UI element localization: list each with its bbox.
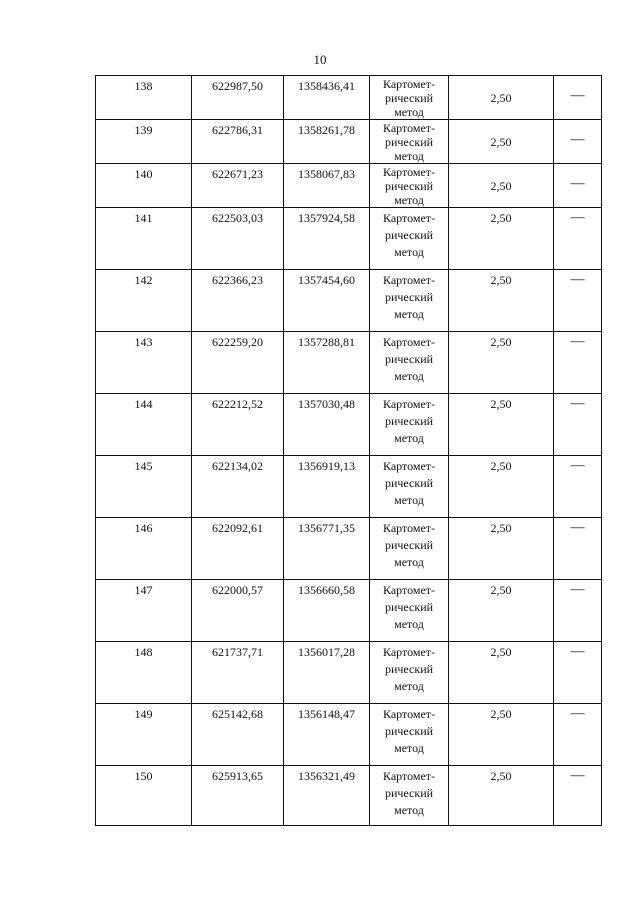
method-line: рический	[384, 662, 434, 676]
method-text	[370, 76, 448, 119]
point-number-cell-text: 144	[134, 397, 153, 411]
method-line: Картомет-	[382, 645, 436, 659]
extra-cell-text: —	[570, 210, 585, 225]
y-coordinate-cell	[284, 704, 370, 766]
method-text	[370, 394, 448, 447]
extra-cell	[554, 394, 602, 456]
accuracy-cell-text: 2,50	[490, 521, 512, 535]
x-coordinate-cell-text: 622212,52	[212, 397, 263, 411]
y-coordinate-cell-text: 1356148,47	[298, 707, 355, 721]
method-cell	[370, 518, 449, 580]
extra-cell	[554, 76, 602, 120]
accuracy-cell-text: 2,50	[490, 459, 512, 473]
method-text	[370, 332, 448, 385]
method-line: метод	[394, 245, 424, 259]
x-coordinate-cell-text: 622000,57	[212, 583, 263, 597]
point-number-cell-text: 147	[134, 583, 153, 597]
method-line: Картомет-	[382, 397, 436, 411]
method-line: Картомет-	[382, 521, 436, 535]
method-line: Картомет-	[382, 121, 436, 135]
extra-cell	[554, 456, 602, 518]
extra-cell	[554, 518, 602, 580]
y-coordinate-cell	[284, 270, 370, 332]
method-line: рический	[384, 135, 434, 149]
y-coordinate-cell-text: 1356321,49	[298, 769, 355, 783]
method-line: рический	[384, 476, 434, 490]
accuracy-cell	[449, 580, 554, 642]
method-text	[370, 208, 448, 261]
point-number-cell	[96, 208, 192, 270]
extra-cell	[554, 642, 602, 704]
table-row	[96, 704, 602, 766]
y-coordinate-cell	[284, 332, 370, 394]
y-coordinate-cell	[284, 164, 370, 208]
extra-cell-text: —	[570, 88, 585, 103]
table-row	[96, 642, 602, 704]
method-text	[370, 642, 448, 695]
x-coordinate-cell	[192, 332, 284, 394]
extra-cell	[554, 120, 602, 164]
method-line: метод	[394, 105, 424, 119]
accuracy-cell-text: 2,50	[490, 707, 512, 721]
extra-cell-text: —	[570, 582, 585, 597]
accuracy-cell-text: 2,50	[490, 583, 512, 597]
method-cell	[370, 76, 449, 120]
method-text	[370, 766, 448, 819]
extra-cell-text: —	[570, 396, 585, 411]
table-row	[96, 580, 602, 642]
y-coordinate-cell-text: 1356919,13	[298, 459, 355, 473]
method-text	[370, 518, 448, 571]
method-line: рический	[384, 600, 434, 614]
extra-cell-text: —	[570, 520, 585, 535]
accuracy-cell	[449, 208, 554, 270]
accuracy-cell-text: 2,50	[490, 211, 512, 225]
accuracy-cell-text: 2,50	[490, 645, 512, 659]
method-line: метод	[394, 193, 424, 207]
extra-cell-text: —	[570, 132, 585, 147]
y-coordinate-cell-text: 1357288,81	[298, 335, 355, 349]
x-coordinate-cell	[192, 704, 284, 766]
coordinates-table-body	[96, 76, 602, 826]
table-row	[96, 332, 602, 394]
method-line: метод	[394, 555, 424, 569]
extra-cell	[554, 270, 602, 332]
extra-cell-text: —	[570, 706, 585, 721]
accuracy-cell	[449, 332, 554, 394]
extra-cell	[554, 164, 602, 208]
method-line: метод	[394, 679, 424, 693]
method-line: метод	[394, 741, 424, 755]
x-coordinate-cell	[192, 76, 284, 120]
accuracy-cell	[449, 394, 554, 456]
method-text	[370, 456, 448, 509]
extra-cell	[554, 580, 602, 642]
accuracy-cell-text: 2,50	[490, 769, 512, 783]
x-coordinate-cell-text: 622259,20	[212, 335, 263, 349]
table-row	[96, 518, 602, 580]
y-coordinate-cell-text: 1358261,78	[298, 123, 355, 137]
table-row	[96, 394, 602, 456]
method-text	[370, 120, 448, 163]
method-line: Картомет-	[382, 583, 436, 597]
x-coordinate-cell	[192, 120, 284, 164]
coordinates-table	[95, 75, 602, 826]
accuracy-cell	[449, 766, 554, 826]
accuracy-cell	[449, 642, 554, 704]
point-number-cell	[96, 580, 192, 642]
point-number-cell-text: 141	[134, 211, 153, 225]
method-cell	[370, 642, 449, 704]
x-coordinate-cell	[192, 766, 284, 826]
y-coordinate-cell	[284, 120, 370, 164]
method-cell	[370, 394, 449, 456]
method-cell	[370, 208, 449, 270]
point-number-cell	[96, 270, 192, 332]
x-coordinate-cell	[192, 642, 284, 704]
y-coordinate-cell	[284, 580, 370, 642]
point-number-cell-text: 150	[134, 769, 153, 783]
point-number-cell-text: 149	[134, 707, 153, 721]
method-line: Картомет-	[382, 77, 436, 91]
accuracy-cell-text: 2,50	[490, 135, 512, 149]
extra-cell-text: —	[570, 176, 585, 191]
x-coordinate-cell	[192, 580, 284, 642]
accuracy-cell	[449, 120, 554, 164]
x-coordinate-cell-text: 622503,03	[212, 211, 263, 225]
method-line: Картомет-	[382, 707, 436, 721]
accuracy-cell-text: 2,50	[490, 335, 512, 349]
extra-cell-text: —	[570, 272, 585, 287]
x-coordinate-cell-text: 621737,71	[212, 645, 263, 659]
method-cell	[370, 120, 449, 164]
accuracy-cell	[449, 518, 554, 580]
method-cell	[370, 766, 449, 826]
x-coordinate-cell	[192, 394, 284, 456]
extra-cell-text: —	[570, 768, 585, 783]
method-line: рический	[384, 786, 434, 800]
method-text	[370, 164, 448, 207]
x-coordinate-cell-text: 625913,65	[212, 769, 263, 783]
x-coordinate-cell-text: 622134,02	[212, 459, 263, 473]
y-coordinate-cell	[284, 208, 370, 270]
accuracy-cell-text: 2,50	[490, 273, 512, 287]
x-coordinate-cell-text: 622092,61	[212, 521, 263, 535]
y-coordinate-cell-text: 1357924,58	[298, 211, 355, 225]
y-coordinate-cell-text: 1356017,28	[298, 645, 355, 659]
method-line: Картомет-	[382, 459, 436, 473]
method-cell	[370, 332, 449, 394]
method-cell	[370, 164, 449, 208]
accuracy-cell-text: 2,50	[490, 91, 512, 105]
extra-cell	[554, 332, 602, 394]
x-coordinate-cell	[192, 518, 284, 580]
x-coordinate-cell	[192, 270, 284, 332]
point-number-cell	[96, 518, 192, 580]
table-row	[96, 76, 602, 120]
method-line: Картомет-	[382, 165, 436, 179]
extra-cell	[554, 766, 602, 826]
page-number: 10	[313, 52, 327, 67]
y-coordinate-cell	[284, 76, 370, 120]
x-coordinate-cell-text: 622366,23	[212, 273, 263, 287]
point-number-cell	[96, 642, 192, 704]
method-line: метод	[394, 493, 424, 507]
x-coordinate-cell-text: 622987,50	[212, 79, 263, 93]
point-number-cell	[96, 76, 192, 120]
y-coordinate-cell-text: 1358436,41	[298, 79, 355, 93]
method-line: Картомет-	[382, 211, 436, 225]
method-cell	[370, 456, 449, 518]
method-line: метод	[394, 803, 424, 817]
extra-cell-text: —	[570, 458, 585, 473]
y-coordinate-cell	[284, 394, 370, 456]
y-coordinate-cell	[284, 518, 370, 580]
y-coordinate-cell	[284, 642, 370, 704]
x-coordinate-cell	[192, 208, 284, 270]
accuracy-cell	[449, 164, 554, 208]
accuracy-cell	[449, 270, 554, 332]
method-line: Картомет-	[382, 335, 436, 349]
method-text	[370, 704, 448, 757]
extra-cell-text: —	[570, 334, 585, 349]
point-number-cell-text: 140	[134, 167, 153, 181]
y-coordinate-cell-text: 1356660,58	[298, 583, 355, 597]
method-line: Картомет-	[382, 273, 436, 287]
method-line: метод	[394, 617, 424, 631]
method-text	[370, 270, 448, 323]
point-number-cell	[96, 332, 192, 394]
point-number-cell-text: 143	[134, 335, 153, 349]
table-row	[96, 766, 602, 826]
point-number-cell-text: 146	[134, 521, 153, 535]
point-number-cell-text: 139	[134, 123, 153, 137]
method-line: рический	[384, 91, 434, 105]
method-line: рический	[384, 228, 434, 242]
point-number-cell	[96, 120, 192, 164]
x-coordinate-cell-text: 622786,31	[212, 123, 263, 137]
point-number-cell	[96, 164, 192, 208]
y-coordinate-cell-text: 1357454,60	[298, 273, 355, 287]
point-number-cell-text: 148	[134, 645, 153, 659]
extra-cell-text: —	[570, 644, 585, 659]
x-coordinate-cell	[192, 456, 284, 518]
point-number-cell-text: 145	[134, 459, 153, 473]
extra-cell	[554, 704, 602, 766]
table-row	[96, 456, 602, 518]
accuracy-cell-text: 2,50	[490, 179, 512, 193]
y-coordinate-cell	[284, 456, 370, 518]
method-line: рический	[384, 290, 434, 304]
method-line: рический	[384, 179, 434, 193]
table-row	[96, 208, 602, 270]
accuracy-cell	[449, 704, 554, 766]
method-line: метод	[394, 149, 424, 163]
point-number-cell	[96, 456, 192, 518]
accuracy-cell-text: 2,50	[490, 397, 512, 411]
x-coordinate-cell-text: 622671,23	[212, 167, 263, 181]
point-number-cell	[96, 704, 192, 766]
point-number-cell	[96, 766, 192, 826]
method-line: рический	[384, 724, 434, 738]
y-coordinate-cell-text: 1357030,48	[298, 397, 355, 411]
method-cell	[370, 704, 449, 766]
accuracy-cell	[449, 456, 554, 518]
accuracy-cell	[449, 76, 554, 120]
point-number-cell-text: 138	[134, 79, 153, 93]
x-coordinate-cell	[192, 164, 284, 208]
y-coordinate-cell	[284, 766, 370, 826]
method-cell	[370, 580, 449, 642]
method-line: метод	[394, 369, 424, 383]
point-number-cell	[96, 394, 192, 456]
y-coordinate-cell-text: 1358067,83	[298, 167, 355, 181]
point-number-cell-text: 142	[134, 273, 153, 287]
method-text	[370, 580, 448, 633]
method-line: рический	[384, 352, 434, 366]
method-line: метод	[394, 307, 424, 321]
method-line: рический	[384, 414, 434, 428]
table-row	[96, 164, 602, 208]
method-line: рический	[384, 538, 434, 552]
table-row	[96, 120, 602, 164]
y-coordinate-cell-text: 1356771,35	[298, 521, 355, 535]
x-coordinate-cell-text: 625142,68	[212, 707, 263, 721]
method-line: метод	[394, 431, 424, 445]
extra-cell	[554, 208, 602, 270]
method-line: Картомет-	[382, 769, 436, 783]
method-cell	[370, 270, 449, 332]
table-row	[96, 270, 602, 332]
